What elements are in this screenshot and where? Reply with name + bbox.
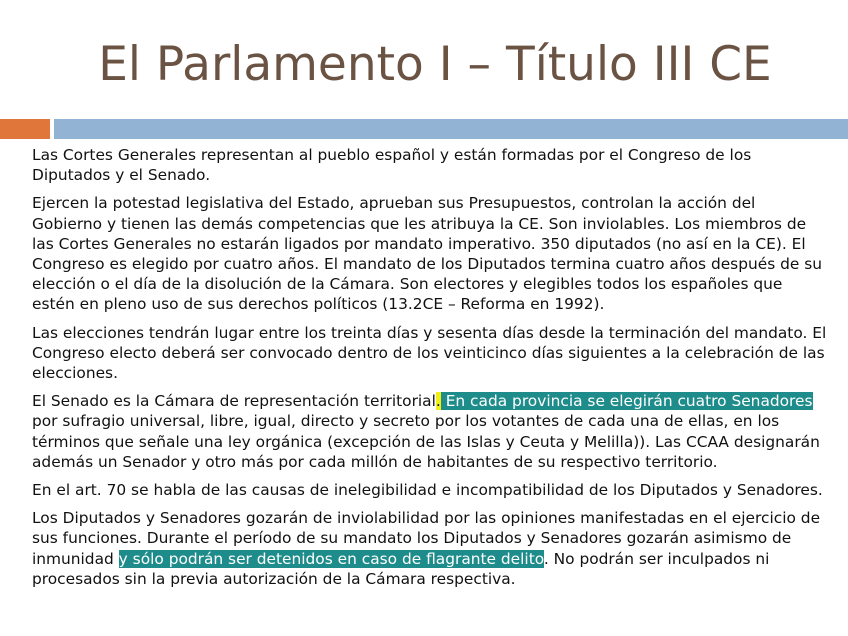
paragraph-senado [32,391,828,472]
accent-bar-blue [54,119,848,139]
paragraph-senado-continuation: por sufragio universal, libre, igual, directo y secreto por los votantes de cada una de ellas, en los términos que señale una ley orgánica (excepción de las Islas y Ceuta y Melilla)). Las CCAA designarán además un Senador y otro más por cada millón de habitantes de su respectivo territorio. [32,412,820,471]
slide-body [32,145,828,597]
paragraph-senado-text: El Senado es la Cámara de representación territorial [32,392,436,411]
slide-title: El Parlamento I – Título III CE [98,37,772,93]
paragraph-inviolabilidad-text: Los Diputados y Senadores gozarán de inviolabilidad por las opiniones manifestadas en el ejercicio de sus funciones. Durante el período de su mandato los Diputados y Senadores gozarán asimismo de inmunidad [32,509,821,568]
paragraph-inviolabilidad [32,508,828,589]
paragraph-inviolabilidad-continuation: . No podrán ser inculpados ni procesados sin la previa autorización de la Cámara respectiva. [32,549,770,588]
highlight-teal-senadores: En cada provincia se elegirán cuatro Senadores [440,392,813,411]
accent-bar-orange [0,119,50,139]
highlight-teal-flagrante-delito: y sólo podrán ser detenidos en caso de flagrante delito [118,549,544,568]
highlight-yellow-mark: . [435,392,441,411]
paragraph-elecciones: Las elecciones tendrán lugar entre los treinta días y sesenta días desde la terminación del mandato. El Congreso electo deberá ser convocado dentro de los veinticinco días siguientes a la celebración de las elecciones. [32,323,827,383]
paragraph-art-70: En el art. 70 se habla de las causas de inelegibilidad e incompatibilidad de los Diputados y Senadores. [32,481,823,500]
paragraph-potestad-legislativa: Ejercen la potestad legislativa del Estado, aprueban sus Presupuestos, controlan la acción del Gobierno y tienen las demás competencias que les atribuya la CE. Son inviolables. Los miembros de las Cortes Generales no estarán ligados por mandato imperativo. 350 diputados (no así en la CE). El Congreso es elegido por cuatro años. El mandato de los Diputados termina cuatro años después de su elección o el día de la disolución de la Cámara. Son electores y elegibles todos los españoles que estén en pleno uso de sus derechos políticos (13.2CE – Reforma en 1992). [32,194,823,314]
paragraph-cortes-generales: Las Cortes Generales representan al pueblo español y están formadas por el Congreso de los Diputados y el Senado. [32,146,752,185]
